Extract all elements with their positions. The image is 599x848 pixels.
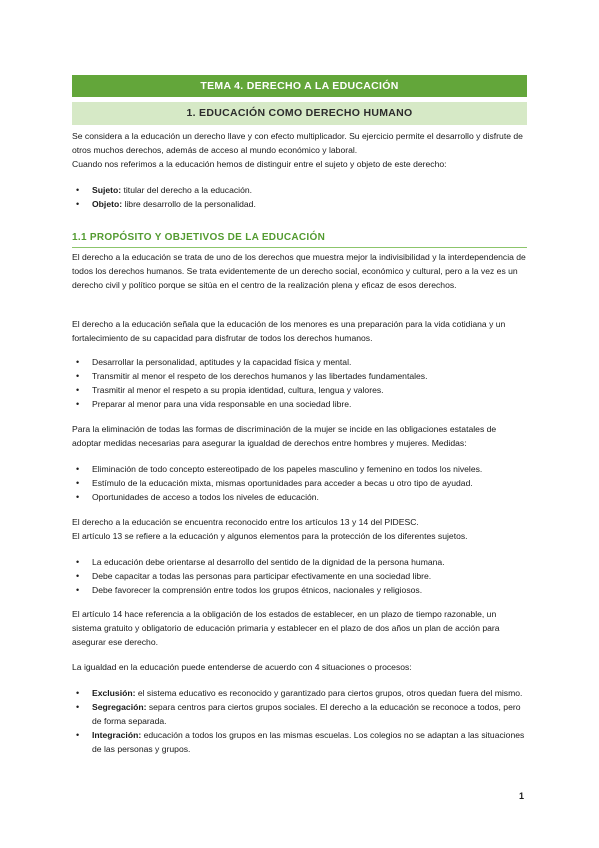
paragraph-article-14: El artículo 14 hace referencia a la obligación de los estados de establecer, en un plazo de tiempo razonable, un sistema gratuito y obligatorio de educación primaria y establecer en el plazo de dos años un plan de acción para asegurar ese derecho. xyxy=(72,609,500,648)
objectives-list xyxy=(72,355,527,411)
list-item xyxy=(72,700,527,728)
term-description: libre desarrollo de la personalidad. xyxy=(122,199,256,210)
article-13-list xyxy=(72,555,527,597)
measures-list xyxy=(72,462,527,504)
intro-paragraph-1: Se considera a la educación un derecho llave y con efecto multiplicador. Su ejercicio permite el desarrollo y disfrute de otros muchos derechos, además de acceso al mundo económico y laboral. xyxy=(72,131,523,156)
list-item xyxy=(72,728,527,756)
list-item: • Desarrollar la personalidad, aptitudes y la capacidad física y mental. xyxy=(72,355,527,369)
intro-paragraph-2: Cuando nos referimos a la educación hemos de distinguir entre el sujeto y objeto de este derecho: xyxy=(72,159,447,169)
list-item: • Trasmitir al menor el respeto a su propia identidad, cultura, lengua y valores. xyxy=(72,383,527,397)
term-description: separa centros para ciertos grupos sociales. El derecho a la educación se reconoce a todos, pero de forma separada. xyxy=(92,702,521,727)
list-item xyxy=(72,183,527,197)
paragraph-minors-preparation: El derecho a la educación señala que la educación de los menores es una preparación para la vida cotidiana y un fortalecimiento de su capacidad para disfrutar de todos los derechos humanos. xyxy=(72,319,506,344)
paragraph-pidesc: El derecho a la educación se encuentra reconocido entre los artículos 13 y 14 del PIDESC. xyxy=(72,517,419,527)
term-label: Objeto: xyxy=(92,199,123,210)
paragraph-indivisibility: El derecho a la educación se trata de uno de los derechos que muestra mejor la indivisibilidad y la interdependencia de todos los derechos humanos. Se trata evidentemente de un derecho social, económico y cultural, pero a la vez es un derecho civil y político porque se sitúa en el centro de la realización plena y eficaz de esos derechos. xyxy=(72,252,526,291)
term-label: Sujeto: xyxy=(92,185,122,195)
list-item: • Eliminación de todo concepto estereotipado de los papeles masculino y femenino en todos los niveles. xyxy=(72,462,527,476)
topic-title-banner: TEMA 4. DERECHO A LA EDUCACIÓN xyxy=(72,75,527,97)
section-title-banner: 1. EDUCACIÓN COMO DERECHO HUMANO xyxy=(72,102,527,125)
list-item: • Transmitir al menor el respeto de los derechos humanos y las libertades fundamentales. xyxy=(72,369,527,383)
subject-object-list xyxy=(72,183,527,211)
list-item: • Debe capacitar a todas las personas para participar efectivamente en una sociedad libre. xyxy=(72,569,527,583)
term-label: Exclusión: xyxy=(92,688,136,698)
term-description: el sistema educativo es reconocido y garantizado para ciertos grupos, otros quedan fuera del mismo. xyxy=(135,688,523,698)
term-label: Integración: xyxy=(92,730,142,741)
page-number: 1 xyxy=(519,791,525,801)
list-item xyxy=(72,197,527,211)
subsection-heading: 1.1 PROPÓSITO Y OBJETIVOS DE LA EDUCACIÓN xyxy=(72,232,527,248)
equality-processes-list xyxy=(72,686,527,756)
paragraph-equality: La igualdad en la educación puede entenderse de acuerdo con 4 situaciones o procesos: xyxy=(72,662,412,672)
paragraph-article-13: El artículo 13 se refiere a la educación y algunos elementos para la protección de los diferentes sujetos. xyxy=(72,531,468,541)
term-label: Segregación: xyxy=(92,702,147,713)
list-item: • Oportunidades de acceso a todos los niveles de educación. xyxy=(72,490,527,504)
paragraph-discrimination: Para la eliminación de todas las formas de discriminación de la mujer se incide en las obligaciones estatales de adoptar medidas necesarias para asegurar la igualdad de derechos entre hombres y mujeres. Medidas: xyxy=(72,424,497,449)
list-item: • Estímulo de la educación mixta, mismas oportunidades para acceder a becas u otro tipo de ayudad. xyxy=(72,476,527,490)
term-description: titular del derecho a la educación. xyxy=(121,185,253,195)
list-item xyxy=(72,686,527,700)
list-item: • Preparar al menor para una vida responsable en una sociedad libre. xyxy=(72,397,527,411)
list-item: • La educación debe orientarse al desarrollo del sentido de la dignidad de la persona humana. xyxy=(72,555,527,569)
term-description: educación a todos los grupos en las mismas escuelas. Los colegios no se adaptan a las situaciones de las personas y grupos. xyxy=(92,730,525,755)
list-item: • Debe favorecer la comprensión entre todos los grupos étnicos, nacionales y religiosos. xyxy=(72,583,527,597)
